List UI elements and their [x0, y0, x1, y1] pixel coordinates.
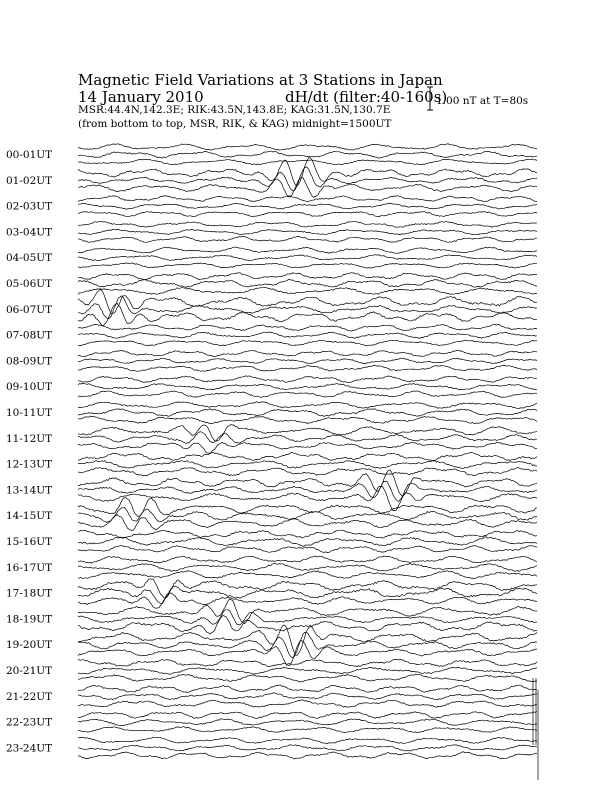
- hour-label: 19-20UT: [6, 639, 53, 652]
- trace-RIK-22-23UT: [78, 719, 537, 726]
- hour-label: 00-01UT: [6, 149, 53, 161]
- hour-row-08-09UT: [6, 350, 537, 371]
- hour-label: 15-16UT: [6, 536, 53, 548]
- hour-row-09-10UT: [6, 376, 537, 398]
- trace-RIK-08-09UT: [78, 358, 537, 364]
- trace-KAG-01-02UT: [78, 157, 537, 186]
- trace-MSR-16-17UT: [78, 571, 537, 579]
- hour-label: 01-02UT: [6, 174, 53, 187]
- hour-row-20-21UT: [6, 659, 537, 682]
- hour-row-22-23UT: [6, 712, 537, 733]
- hour-row-07-08UT: [6, 324, 537, 345]
- trace-KAG-09-10UT: [78, 376, 537, 383]
- hour-label: 03-04UT: [6, 226, 53, 239]
- trace-RIK-03-04UT: [78, 229, 537, 234]
- trace-KAG-13-14UT: [78, 470, 537, 496]
- offset-trace-mark: [533, 678, 538, 780]
- hour-label: 05-06UT: [6, 278, 53, 290]
- trace-RIK-18-19UT: [78, 610, 537, 625]
- date-label: 14 January 2010: [78, 88, 204, 106]
- trace-RIK-19-20UT: [78, 633, 537, 658]
- hour-row-12-13UT: [6, 452, 537, 475]
- hour-label: 12-13UT: [6, 458, 53, 471]
- trace-KAG-14-15UT: [78, 498, 537, 517]
- trace-RIK-00-01UT: [78, 151, 537, 158]
- hour-row-00-01UT: [6, 144, 537, 165]
- trace-MSR-11-12UT: [78, 442, 537, 453]
- trace-KAG-20-21UT: [78, 659, 537, 667]
- trace-MSR-23-24UT: [78, 752, 537, 759]
- trace-RIK-10-11UT: [78, 409, 537, 417]
- trace-MSR-07-08UT: [78, 340, 537, 346]
- hour-label: 09-10UT: [6, 381, 53, 394]
- hour-label: 23-24UT: [6, 742, 53, 755]
- trace-MSR-01-02UT: [78, 177, 537, 197]
- trace-RIK-21-22UT: [78, 693, 537, 700]
- hour-row-10-11UT: [6, 402, 537, 424]
- trace-MSR-02-03UT: [78, 212, 537, 217]
- trace-RIK-04-05UT: [78, 255, 537, 261]
- hour-label: 06-07UT: [6, 303, 53, 316]
- trace-RIK-09-10UT: [78, 384, 537, 390]
- trace-KAG-04-05UT: [78, 247, 537, 253]
- hour-row-15-16UT: [6, 530, 537, 552]
- hour-label: 07-08UT: [6, 329, 53, 342]
- hour-label: 22-23UT: [6, 716, 53, 729]
- trace-KAG-03-04UT: [78, 222, 537, 228]
- hour-row-13-14UT: [6, 470, 537, 511]
- hour-label: 18-19UT: [6, 613, 53, 626]
- hour-row-17-18UT: [6, 579, 537, 609]
- trace-MSR-05-06UT: [78, 288, 537, 295]
- hour-row-05-06UT: [6, 273, 537, 295]
- trace-RIK-11-12UT: [78, 432, 537, 444]
- trace-RIK-07-08UT: [78, 332, 537, 338]
- hour-row-03-04UT: [6, 222, 537, 243]
- trace-KAG-10-11UT: [78, 402, 537, 409]
- trace-KAG-15-16UT: [78, 530, 537, 538]
- hour-row-21-22UT: [6, 685, 537, 707]
- hour-label: 21-22UT: [6, 690, 53, 703]
- hour-label: 20-21UT: [6, 665, 53, 677]
- trace-RIK-23-24UT: [78, 745, 537, 751]
- trace-MSR-04-05UT: [78, 263, 537, 268]
- trace-MSR-09-10UT: [78, 391, 537, 398]
- trace-KAG-16-17UT: [78, 556, 537, 563]
- trace-RIK-20-21UT: [78, 667, 537, 674]
- trace-RIK-05-06UT: [78, 279, 537, 287]
- hour-row-02-03UT: [6, 196, 537, 217]
- hour-label: 10-11UT: [6, 407, 53, 419]
- trace-KAG-08-09UT: [78, 350, 537, 356]
- hour-row-04-05UT: [6, 247, 537, 268]
- trace-KAG-00-01UT: [78, 144, 537, 150]
- hour-row-18-19UT: [6, 599, 537, 634]
- trace-KAG-22-23UT: [78, 712, 537, 719]
- hour-label: 04-05UT: [6, 252, 53, 265]
- station-coordinates: MSR:44.4N,142.3E; RIK:43.5N,143.8E; KAG:31.5N,130.7E: [78, 104, 391, 116]
- trace-RIK-12-13UT: [78, 460, 537, 468]
- hour-row-23-24UT: [6, 737, 537, 759]
- station-order-note: (from bottom to top, MSR, RIK, & KAG) midnight=1500UT: [78, 118, 392, 130]
- hour-row-06-07UT: [6, 289, 537, 326]
- scale-bar-label: 1.00 nT at T=80s: [436, 95, 529, 107]
- trace-RIK-16-17UT: [78, 563, 537, 571]
- hour-row-16-17UT: [6, 556, 537, 579]
- hour-label: 13-14UT: [6, 484, 53, 497]
- trace-KAG-02-03UT: [78, 196, 537, 202]
- hour-label: 02-03UT: [6, 200, 53, 213]
- hour-label: 11-12UT: [6, 432, 53, 445]
- trace-MSR-15-16UT: [78, 546, 537, 553]
- trace-MSR-03-04UT: [78, 236, 537, 242]
- trace-MSR-06-07UT: [78, 303, 537, 326]
- trace-KAG-07-08UT: [78, 324, 537, 331]
- hour-row-14-15UT: [6, 498, 537, 531]
- trace-MSR-08-09UT: [78, 365, 537, 371]
- hour-row-19-20UT: [6, 625, 537, 666]
- trace-KAG-06-07UT: [78, 289, 537, 313]
- hour-row-11-12UT: [6, 425, 537, 454]
- trace-MSR-21-22UT: [78, 700, 537, 708]
- trace-KAG-05-06UT: [78, 273, 537, 280]
- trace-RIK-02-03UT: [78, 203, 537, 209]
- hour-label: 16-17UT: [6, 561, 53, 574]
- hour-label: 17-18UT: [6, 587, 53, 600]
- trace-MSR-22-23UT: [78, 727, 537, 733]
- trace-KAG-18-19UT: [78, 599, 537, 624]
- trace-RIK-15-16UT: [78, 537, 537, 547]
- chart-title: Magnetic Field Variations at 3 Stations in Japan: [78, 71, 443, 89]
- trace-KAG-23-24UT: [78, 737, 537, 744]
- trace-MSR-20-21UT: [78, 674, 537, 682]
- scale-bar: [427, 87, 433, 110]
- trace-KAG-21-22UT: [78, 685, 537, 693]
- trace-MSR-10-11UT: [78, 416, 537, 424]
- hour-label: 14-15UT: [6, 510, 53, 523]
- trace-KAG-12-13UT: [78, 452, 537, 460]
- hour-label: 08-09UT: [6, 355, 53, 368]
- filter-label: dH/dt (filter:40-160s): [285, 88, 448, 106]
- trace-MSR-12-13UT: [78, 467, 537, 475]
